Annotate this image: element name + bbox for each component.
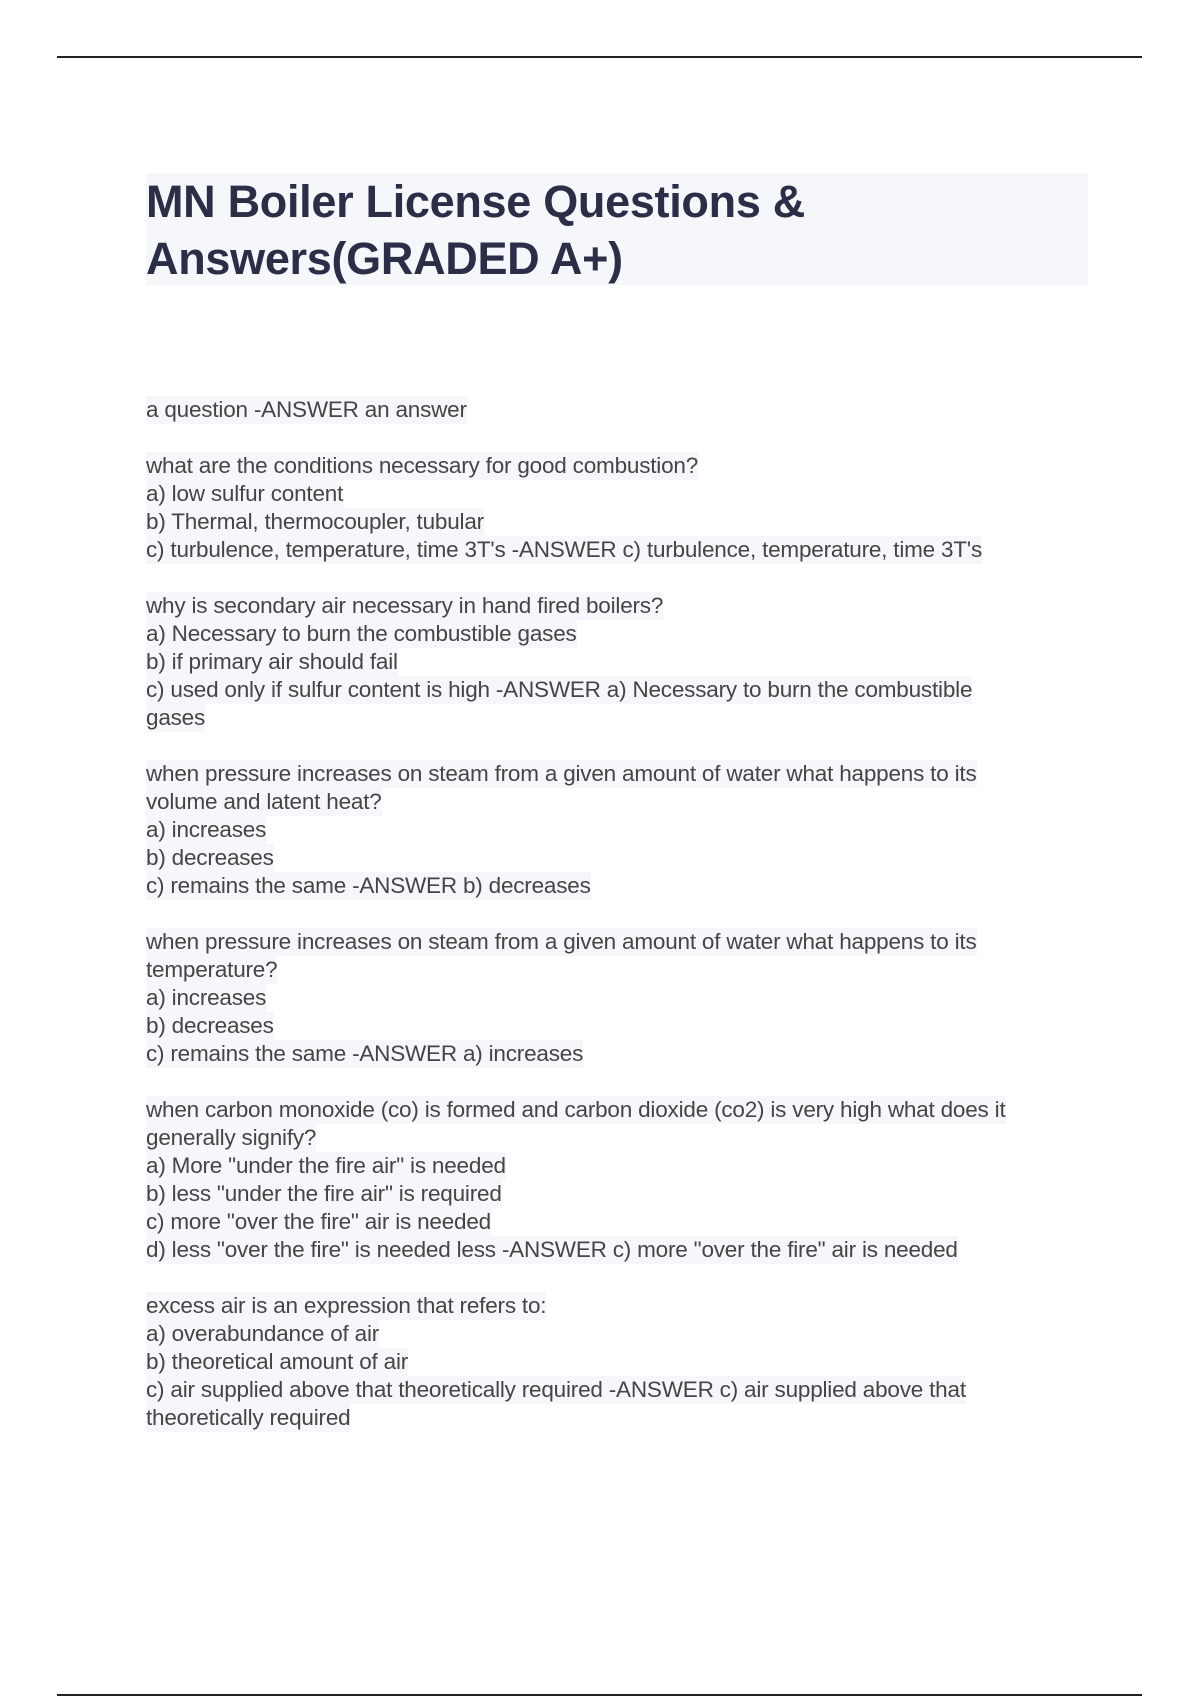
header-rule xyxy=(57,56,1142,58)
text-line: b) decreases xyxy=(146,845,274,870)
text-line: a) low sulfur content xyxy=(146,481,344,506)
text-line: theoretically required xyxy=(146,1405,351,1430)
text-line: when carbon monoxide (co) is formed and carbon dioxide (co2) is very high what does it xyxy=(146,1097,1006,1122)
title-line: MN Boiler License Questions & xyxy=(146,176,805,227)
text-line: b) decreases xyxy=(146,1013,274,1038)
text-line: a question -ANSWER an answer xyxy=(146,397,467,422)
page-title xyxy=(146,173,1088,287)
text-line: b) Thermal, thermocoupler, tubular xyxy=(146,509,484,534)
text-line: b) if primary air should fail xyxy=(146,649,398,674)
text-line: a) More "under the fire air" is needed xyxy=(146,1153,506,1178)
footer-rule xyxy=(57,1694,1142,1696)
text-line: a) overabundance of air xyxy=(146,1321,380,1346)
text-line: why is secondary air necessary in hand fired boilers? xyxy=(146,593,664,618)
text-line: a) Necessary to burn the combustible gases xyxy=(146,621,577,646)
text-line: volume and latent heat? xyxy=(146,789,382,814)
text-line: when pressure increases on steam from a given amount of water what happens to its xyxy=(146,929,977,954)
text-line: c) turbulence, temperature, time 3T's -ANSWER c) turbulence, temperature, time 3T's xyxy=(146,537,983,562)
title-line: Answers(GRADED A+) xyxy=(146,233,623,284)
text-line: b) theoretical amount of air xyxy=(146,1349,409,1374)
qa-block xyxy=(146,396,1106,424)
text-line: b) less "under the fire air" is required xyxy=(146,1181,502,1206)
text-line: temperature? xyxy=(146,957,278,982)
text-line: c) used only if sulfur content is high -ANSWER a) Necessary to burn the combustible xyxy=(146,677,973,702)
text-line: c) remains the same -ANSWER b) decreases xyxy=(146,873,591,898)
text-line: gases xyxy=(146,705,206,730)
qa-block xyxy=(146,760,1106,900)
text-line: excess air is an expression that refers to: xyxy=(146,1293,547,1318)
qa-block xyxy=(146,1096,1106,1264)
qa-block xyxy=(146,928,1106,1068)
text-line: d) less "over the fire" is needed less -ANSWER c) more "over the fire" air is needed xyxy=(146,1237,958,1262)
qa-block xyxy=(146,1292,1106,1432)
text-line: a) increases xyxy=(146,985,267,1010)
text-line: c) more "over the fire" air is needed xyxy=(146,1209,491,1234)
text-line: what are the conditions necessary for good combustion? xyxy=(146,453,699,478)
text-line: when pressure increases on steam from a given amount of water what happens to its xyxy=(146,761,977,786)
text-line: generally signify? xyxy=(146,1125,317,1150)
title-box xyxy=(146,173,1088,285)
qa-content xyxy=(146,396,1106,1460)
text-line: a) increases xyxy=(146,817,267,842)
qa-block xyxy=(146,592,1106,732)
text-line: c) remains the same -ANSWER a) increases xyxy=(146,1041,584,1066)
qa-block xyxy=(146,452,1106,564)
text-line: c) air supplied above that theoretically required -ANSWER c) air supplied above that xyxy=(146,1377,966,1402)
